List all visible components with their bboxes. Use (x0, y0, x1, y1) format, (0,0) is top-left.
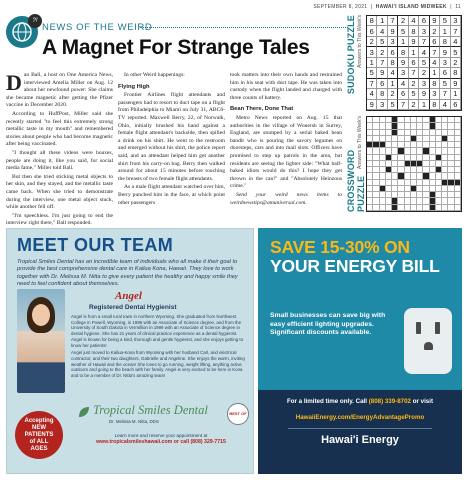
paragraph: According to HuffPost, Miller said she recently started "to feel this extremely strong metallic taste in my mouth" and remembered stories about people who had become magnetic after being vaccinated. (6, 110, 113, 148)
sudoku-cell: 8 (430, 100, 440, 110)
sudoku-cell: 5 (409, 89, 419, 99)
sudoku-subtitle: Answers to This Week's (357, 15, 363, 69)
sudoku-cell: 7 (440, 89, 450, 99)
sudoku-cell: 7 (377, 58, 387, 68)
divider (288, 428, 432, 429)
ad-heading: MEET OUR TEAM (17, 235, 174, 255)
sudoku-cell: 4 (430, 58, 440, 68)
paragraph: "I'm speechless. I'm just going to end the interview right there," Ball responded. (6, 212, 113, 227)
sudoku-cell: 2 (398, 16, 408, 26)
sudoku-cell: 7 (451, 26, 461, 36)
crossword-label (346, 116, 366, 212)
sudoku-cell: 5 (398, 26, 408, 36)
sudoku-title: SUDOKU PUZZLE (346, 15, 356, 95)
energy-advertisement[interactable] (258, 228, 462, 474)
sudoku-cell: 1 (451, 89, 461, 99)
sudoku-cell: 9 (409, 37, 419, 47)
bio-paragraph: Angel is from a small rural town in northern Wyoming. She graduated from Northwest College in Powell, Wyoming, in 1996 with an Associate of Science degree, and from the University of South Dakota in Vermillion in 1999 with an Associate of Science degree in dental hygiene. She has 21 years of clinical practice experience as a dental hygienist. Angel is known for being a kind, thorough and gentle hygienist, and she enjoys getting to know her patients! (71, 314, 244, 348)
sudoku-cell: 4 (451, 37, 461, 47)
sudoku-cell: 5 (388, 100, 398, 110)
sudoku-cell: 9 (398, 58, 408, 68)
paragraph: "I thought all these videos were hoaxes, people are doing it, like you said, for social media fame," Miller told Ball. (6, 149, 113, 172)
staff-bio (71, 314, 249, 381)
subhead: Flying High (118, 83, 150, 90)
sudoku-cell: 3 (388, 37, 398, 47)
sudoku-cell: 6 (388, 47, 398, 57)
sudoku-cell: 1 (440, 26, 450, 36)
logo-subtitle: Dr. Melissa M. Nitta, DDS (109, 419, 159, 424)
headline-line-1: SAVE 15-30% ON (270, 237, 410, 257)
sudoku-cell: 6 (377, 79, 387, 89)
sudoku-cell: 4 (409, 16, 419, 26)
sudoku-cell: 8 (377, 89, 387, 99)
ad-body: Small businesses can save big with easy efficient lighting upgrades. Significant discounts available. (270, 312, 386, 337)
sudoku-cell: 3 (430, 89, 440, 99)
sudoku-cell: 5 (440, 16, 450, 26)
sudoku-cell: 6 (367, 26, 377, 36)
sudoku-cell: 2 (409, 79, 419, 89)
ad-intro: Tropical Smiles Dental has an incredible team of individuals who all make it their goal to provide the best comprehensive dental care in Kailua Kona, Hawaii. They love to work together with Dr. Melissa M. Nitta to give every patient the healthy and happy smile they need to feel confident about themselves. (17, 259, 238, 288)
cta-contact-link[interactable]: www.tropicalsmileshawaii.com or call (808) 329-7715 (96, 439, 226, 445)
sudoku-cell: 8 (388, 58, 398, 68)
phone-link[interactable]: (808) 339-8702 (368, 398, 411, 405)
subhead: Bean There, Done That (230, 106, 294, 113)
crossword-grid (366, 116, 462, 212)
sudoku-cell: 3 (398, 68, 408, 78)
sudoku-cell: 7 (409, 68, 419, 78)
sudoku-cell: 5 (367, 68, 377, 78)
article-column-1 (6, 72, 113, 229)
sudoku-cell: 8 (367, 16, 377, 26)
sudoku-cell: 1 (367, 58, 377, 68)
running-head-date: SEPTEMBER 8, 2021 (313, 4, 368, 10)
sudoku-cell: 8 (398, 47, 408, 57)
sudoku-cell: 9 (367, 100, 377, 110)
paragraph: an Ball, a host on One America News, interviewed Amelia Miller on Aug. 12 about her newfound power: She claims she became magnetic after getting the Pfizer vaccine in December 2020. (6, 72, 113, 109)
sudoku-cell: 9 (388, 26, 398, 36)
sudoku-cell: 2 (367, 37, 377, 47)
paragraph: Frontier Airlines flight attendants and passengers had to resort to duct tape on a flight from Philadelphia to Miami on July 31, ABC6-TV reported. Maxwell Berry, 22, of Norwalk, Ohio, initially brushed his hand against a female flight attendant's backside, then spilled a drink on his shirt. He went to the restroom and emerged without his shirt, the police report said, and an attendant helped him get another shirt from his carry-on bag. Berry then walked around for about 15 minutes before touching the breasts of two female flight attendants. (118, 92, 225, 182)
sudoku-cell: 4 (377, 26, 387, 36)
paragraph: But then she tried sticking metal objects to her skin, and they stayed, and the metallic taste came back. When she tried to demonstrate during the interview, one metal object stuck, while another fell off. (6, 173, 113, 211)
logo-name: Tropical Smiles Dental (93, 403, 208, 417)
running-head-publication: HAWAI'I ISLAND MIDWEEK (375, 4, 447, 10)
sudoku-cell: 6 (451, 100, 461, 110)
leaf-icon (77, 405, 91, 419)
sudoku-cell: 3 (440, 58, 450, 68)
staff-photo (17, 289, 65, 393)
sudoku-cell: 6 (409, 58, 419, 68)
sudoku-cell: 3 (367, 47, 377, 57)
new-patients-badge: Accepting NEW PATIENTS of ALL AGES (15, 411, 63, 459)
sudoku-cell: 9 (451, 79, 461, 89)
section-logo (6, 14, 46, 54)
sudoku-cell: 2 (388, 89, 398, 99)
dental-advertisement[interactable] (6, 228, 254, 474)
sudoku-cell: 2 (430, 26, 440, 36)
sudoku-cell: 4 (440, 100, 450, 110)
sudoku-cell: 1 (377, 16, 387, 26)
sudoku-cell: 6 (398, 89, 408, 99)
sudoku-cell: 4 (367, 89, 377, 99)
sudoku-cell: 7 (419, 37, 429, 47)
sudoku-cell: 3 (377, 100, 387, 110)
sudoku-cell: 4 (388, 68, 398, 78)
sudoku-grid (366, 15, 462, 111)
promo-url-link[interactable]: HawaiiEnergy.com/EnergyAdvantagePromo (295, 414, 425, 421)
article-column-2 (118, 72, 225, 208)
sudoku-label (346, 15, 363, 111)
sudoku-cell: 9 (440, 47, 450, 57)
outlet-icon (404, 308, 452, 374)
running-head-page: 11 (455, 4, 461, 10)
sudoku-cell: 3 (419, 79, 429, 89)
dropcap: D (6, 70, 22, 95)
sudoku-cell: 6 (440, 68, 450, 78)
sudoku-cell: 8 (409, 26, 419, 36)
sudoku-cell: 1 (430, 68, 440, 78)
sudoku-cell: 4 (398, 79, 408, 89)
headline-line-2: YOUR ENERGY BILL (270, 256, 440, 276)
sudoku-cell: 7 (398, 100, 408, 110)
award-badge: BEST OF (227, 403, 249, 425)
tip-line: Send your weird news items to weirdnewstips@amuniversal.com. (230, 191, 342, 206)
sudoku-cell: 9 (377, 68, 387, 78)
sudoku-cell: 7 (430, 47, 440, 57)
sudoku-cell: 2 (377, 47, 387, 57)
section-rule (140, 27, 348, 28)
bio-paragraph: Angel just moved to Kailua-Kona from Wyoming with her husband Carl, and electrical contractor, and their two daughters, Gabrielle and Angeline. She enjoys the warm, inviting weather of Hawaii and the ocean! She loves to go running, weight lifting, anything active outdoors and going to the beach with her family. Angel is very excited to be here in Kona and to be a member of Dr. Nitta's amazing team! (71, 350, 245, 379)
energy-logo: Hawai'i Energy (321, 434, 399, 446)
article-column-3 (230, 72, 342, 208)
sudoku-cell: 3 (451, 16, 461, 26)
paragraph: In other Weird happenings: (124, 72, 185, 78)
sudoku-cell: 7 (388, 16, 398, 26)
staff-title: Registered Dental Hygienist (89, 304, 177, 311)
paragraph: Metro News reported on Aug. 15 that authorities in the village of Wonersh in Surrey, England, are stumped by a serial baked bean bandit who is pouring the savory legumes on doorsteps, cars and into mail slots. Officers have promised to step up patrols in the area, but residents are seeing the lighter side: "What half-baked idiots would do this? I hope they get thrown in the can!" and "Absolutely Heinzous crime." (230, 114, 342, 190)
staff-name: Angel (115, 290, 142, 302)
sudoku-cell: 5 (451, 47, 461, 57)
sudoku-cell: 1 (388, 79, 398, 89)
sudoku-cell: 2 (419, 68, 429, 78)
sudoku-cell: 7 (367, 79, 377, 89)
sudoku-cell: 4 (419, 47, 429, 57)
sudoku-cell: 1 (419, 100, 429, 110)
sudoku-cell: 1 (398, 37, 408, 47)
sudoku-cell: 2 (409, 100, 419, 110)
article-headline: A Magnet For Strange Tales (42, 36, 310, 59)
sudoku-cell: 8 (451, 68, 461, 78)
paragraph: took matters into their own hands and restrained him in his seat with duct tape. He was taken into custody when the flight landed and charged with three counts of battery. (230, 72, 342, 101)
sudoku-cell: 8 (430, 79, 440, 89)
running-head: SEPTEMBER 8, 2021 | HAWAI'I ISLAND MIDWEEK | 11 (313, 4, 461, 10)
crossword-subtitle: Answers to This Week's (357, 116, 363, 170)
sudoku-cell: 9 (430, 16, 440, 26)
sudoku-cell: 6 (430, 37, 440, 47)
paragraph: As a male flight attendant watched over him, Berry punched him in the face, at which point other passengers (118, 184, 225, 206)
sudoku-cell: 5 (419, 58, 429, 68)
sudoku-cell: 5 (377, 37, 387, 47)
sudoku-cell: 2 (451, 58, 461, 68)
sudoku-cell: 1 (409, 47, 419, 57)
sudoku-cell: 5 (440, 79, 450, 89)
crossword-title: CROSSWORD PUZZLE (346, 149, 366, 212)
ad-cta (73, 433, 249, 445)
offer-line: For a limited time only. Call (808) 339-8702 or visit (286, 398, 434, 405)
question-icon: ?! (28, 14, 42, 28)
sudoku-cell: 6 (419, 16, 429, 26)
sudoku-cell: 3 (419, 26, 429, 36)
sudoku-cell: 8 (440, 37, 450, 47)
section-kicker: NEWS OF THE WEIRD (42, 22, 153, 33)
cta-line: Learn more and reserve your appointment at (114, 433, 208, 438)
ad-headline (270, 238, 440, 276)
sudoku-cell: 9 (419, 89, 429, 99)
crossword-cell (455, 205, 461, 211)
